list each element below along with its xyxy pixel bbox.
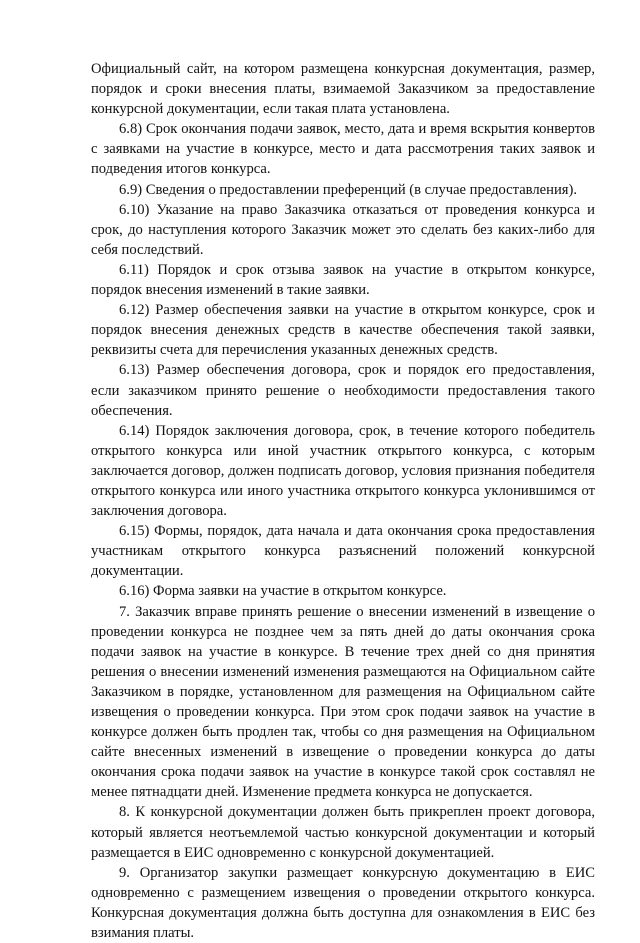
paragraph-6-16: 6.16) Форма заявки на участие в открытом конкурсе. xyxy=(119,583,447,600)
paragraph-9: 9. Организатор закупки размещает конкурсную документацию в ЕИС одновременно с размещением извещения о проведении открытого конкурса. Конкурсная документация должна быть доступна для ознакомления в ЕИС без взимания платы. xyxy=(91,864,595,942)
paragraph-6-9: 6.9) Сведения о предоставлении преференций (в случае предоставления). xyxy=(119,181,577,198)
paragraph-8: 8. К конкурсной документации должен быть прикреплен проект договора, который является неотъемлемой частью конкурсной документации и который размещается в ЕИС одновременно с конкурсной документацией. xyxy=(91,804,595,861)
paragraph-6-14: 6.14) Порядок заключения договора, срок, в течение которого победитель открытого конкурса или иной участник открытого конкурса, с которым заключается договор, должен подписать договор, условия признания победителя открытого конкурса или иного участника открытого конкурса уклонившимся от заключения договора. xyxy=(91,422,595,520)
paragraph-official-site: Официальный сайт, на котором размещена конкурсная документация, размер, порядок и сроки внесения платы, взимаемой Заказчиком за предоставление конкурсной документации, если такая плата установлена. xyxy=(91,61,595,118)
paragraph-6-10: 6.10) Указание на право Заказчика отказаться от проведения конкурса и срок, до наступления которого Заказчик может это сделать без каких-либо для себя последствий. xyxy=(91,201,595,258)
paragraph-6-11: 6.11) Порядок и срок отзыва заявок на участие в открытом конкурсе, порядок внесения изменений в такие заявки. xyxy=(91,261,595,299)
paragraph-6-15: 6.15) Формы, порядок, дата начала и дата окончания срока предоставления участникам открытого конкурса разъяснений положений конкурсной документации. xyxy=(91,523,595,580)
paragraph-6-13: 6.13) Размер обеспечения договора, срок и порядок его предоставления, если заказчиком принято решение о необходимости предоставления такого обеспечения. xyxy=(91,362,595,419)
paragraph-6-8: 6.8) Срок окончания подачи заявок, место, дата и время вскрытия конвертов с заявками на участие в конкурсе, место и дата рассмотрения таких заявок и подведения итогов конкурса. xyxy=(91,121,595,178)
document-page xyxy=(91,59,595,943)
paragraph-7: 7. Заказчик вправе принять решение о внесении изменений в извещение о проведении конкурса не позднее чем за пять дней до даты окончания срока подачи заявок на участие в конкурсе. В течение трех дней со дня принятия решения о внесении изменений изменения размещаются на Официальном сайте Заказчиком в порядке, установленном для размещения на Официальном сайте извещения о проведении конкурса. При этом срок подачи заявок на участие в конкурсе должен быть продлен так, чтобы со дня размещения на Официальном сайте внесенных изменений в извещение о проведении конкурса до даты окончания срока подачи заявок на участие в конкурсе такой срок составлял не менее пятнадцати дней. Изменение предмета конкурса не допускается. xyxy=(91,603,595,801)
paragraph-6-12: 6.12) Размер обеспечения заявки на участие в открытом конкурсе, срок и порядок внесения денежных средств в качестве обеспечения такой заявки, реквизиты счета для перечисления указанных денежных средств. xyxy=(91,302,595,359)
